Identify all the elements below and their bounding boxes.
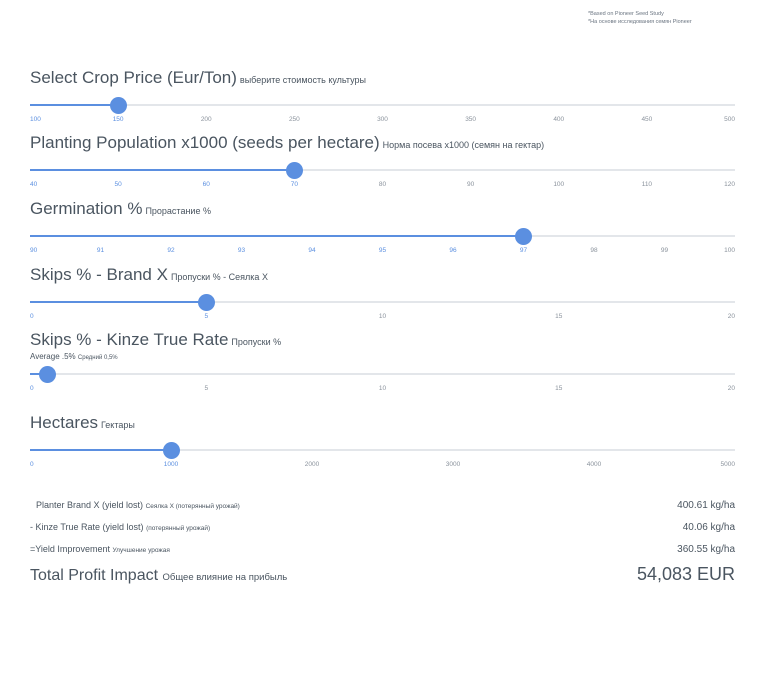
tick-label: 500 xyxy=(724,116,735,123)
tick-label: 300 xyxy=(377,116,388,123)
total-profit-row xyxy=(30,564,735,588)
tick-label: 94 xyxy=(308,247,316,254)
germination-title xyxy=(30,199,735,219)
tick-label: 15 xyxy=(555,385,563,392)
brand-x-label-ru: Сеялка X (потерянный урожай) xyxy=(145,503,240,510)
slider-thumb[interactable] xyxy=(40,367,55,382)
skips-kinze-section xyxy=(30,330,735,395)
brand-x-yield-lost-row xyxy=(30,500,735,514)
average-note-ru: Средний 0,5% xyxy=(77,355,118,361)
tick-label: 96 xyxy=(449,247,457,254)
skips-brand-x-slider[interactable] xyxy=(30,293,735,311)
tick-label: 0 xyxy=(30,461,34,468)
tick-label: 97 xyxy=(519,247,528,254)
tick-label: 20 xyxy=(727,385,735,392)
crop-price-ticks xyxy=(30,116,735,126)
tick-label: 5000 xyxy=(720,461,735,468)
slider-fill xyxy=(30,301,206,303)
tick-label: 90 xyxy=(30,247,38,254)
tick-label: 40 xyxy=(30,181,38,188)
hectares-slider[interactable] xyxy=(30,441,735,459)
planting-population-title xyxy=(30,133,735,153)
tick-label: 98 xyxy=(590,247,598,254)
crop-price-section xyxy=(30,68,735,126)
skips-brand-x-title xyxy=(30,265,735,285)
tick-label: 1000 xyxy=(163,461,179,468)
kinze-yield-lost-label xyxy=(30,522,210,532)
tick-label: 100 xyxy=(724,247,735,254)
yield-improvement-value: 360.55 kg/ha xyxy=(677,544,735,555)
skips-kinze-title xyxy=(30,330,735,350)
tick-label: 95 xyxy=(378,247,387,254)
germination-title-en: Germination % xyxy=(30,199,143,218)
tick-label: 10 xyxy=(378,385,387,392)
skips-brand-x-title-en: Skips % - Brand X xyxy=(30,265,168,284)
tick-label: 70 xyxy=(290,181,298,188)
kinze-label-ru: (потерянный урожай) xyxy=(146,525,211,532)
planting-population-title-ru: Норма посева x1000 (семян на гектар) xyxy=(382,140,545,150)
slider-thumb[interactable] xyxy=(111,98,126,113)
slider-track[interactable] xyxy=(30,104,735,106)
skips-kinze-ticks xyxy=(30,385,735,395)
total-label-en: Total Profit Impact xyxy=(30,567,159,584)
tick-label: 110 xyxy=(641,181,653,188)
source-note-ru: *На основе исследования семян Pioneer xyxy=(588,19,692,25)
planting-population-slider[interactable] xyxy=(30,161,735,179)
source-note-en: *Based on Pioneer Seed Study xyxy=(588,11,664,17)
tick-label: 0 xyxy=(30,385,34,392)
tick-label: 450 xyxy=(641,116,653,123)
germination-section xyxy=(30,199,735,257)
tick-label: 93 xyxy=(237,247,246,254)
tick-label: 150 xyxy=(112,116,124,123)
tick-label: 10 xyxy=(378,313,387,320)
tick-label: 5 xyxy=(204,385,209,392)
tick-label: 200 xyxy=(200,116,212,123)
tick-label: 250 xyxy=(288,116,300,123)
germination-ticks xyxy=(30,247,735,257)
tick-label: 100 xyxy=(553,181,565,188)
germination-slider[interactable] xyxy=(30,227,735,245)
crop-price-title-en: Select Crop Price (Eur/Ton) xyxy=(30,68,237,87)
hectares-section xyxy=(30,413,735,471)
tick-label: 0 xyxy=(30,313,34,320)
slider-thumb[interactable] xyxy=(287,163,302,178)
kinze-yield-lost-value: 40.06 kg/ha xyxy=(682,522,735,533)
slider-thumb[interactable] xyxy=(199,295,214,310)
hectares-title-en: Hectares xyxy=(30,413,99,432)
tick-label: 80 xyxy=(378,181,387,188)
source-note xyxy=(588,10,692,26)
tick-label: 5 xyxy=(204,313,209,320)
tick-label: 90 xyxy=(467,181,475,188)
planting-population-section xyxy=(30,133,735,191)
total-label-ru: Общее влияние на прибыль xyxy=(162,572,288,583)
tick-label: 50 xyxy=(114,181,122,188)
tick-label: 92 xyxy=(167,247,175,254)
slider-fill xyxy=(30,449,171,451)
hectares-ticks xyxy=(30,461,735,471)
hectares-title xyxy=(30,413,735,433)
skips-kinze-average-note xyxy=(30,352,735,361)
slider-thumb[interactable] xyxy=(164,443,179,458)
tick-label: 2000 xyxy=(304,461,320,468)
tick-label: 100 xyxy=(30,116,41,123)
tick-label: 3000 xyxy=(445,461,461,468)
tick-label: 120 xyxy=(724,181,735,188)
skips-kinze-title-ru: Пропуски % xyxy=(231,337,282,347)
kinze-label-en: - Kinze True Rate (yield lost) xyxy=(30,522,144,532)
tick-label: 15 xyxy=(555,313,563,320)
improvement-label-ru: Улучшение урожая xyxy=(112,547,170,554)
total-profit-value: 54,083 EUR xyxy=(636,564,735,584)
slider-fill xyxy=(30,104,118,106)
crop-price-title xyxy=(30,68,735,88)
tick-label: 60 xyxy=(202,181,210,188)
skips-kinze-title-en: Skips % - Kinze True Rate xyxy=(30,330,229,349)
skips-brand-x-title-ru: Пропуски % - Сеялка X xyxy=(170,272,268,282)
kinze-yield-lost-row xyxy=(30,522,735,536)
average-note-en: Average .5% xyxy=(30,352,76,361)
slider-fill xyxy=(30,169,294,171)
planting-population-title-en: Planting Population x1000 (seeds per hectare) xyxy=(30,133,380,152)
skips-kinze-slider[interactable] xyxy=(30,365,735,383)
tick-label: 99 xyxy=(660,247,669,254)
yield-improvement-row xyxy=(30,544,735,558)
tick-label: 4000 xyxy=(586,461,602,468)
slider-track[interactable] xyxy=(30,373,735,375)
skips-brand-x-section xyxy=(30,265,735,323)
improvement-label-en: =Yield Improvement xyxy=(30,544,110,554)
yield-improvement-label xyxy=(30,544,170,554)
total-profit-label xyxy=(30,567,287,585)
skips-brand-x-ticks xyxy=(30,313,735,323)
hectares-title-ru: Гектары xyxy=(101,420,135,430)
brand-x-yield-lost-value: 400.61 kg/ha xyxy=(677,500,735,511)
slider-fill xyxy=(30,235,524,237)
brand-x-yield-lost-label xyxy=(36,500,240,510)
tick-label: 91 xyxy=(96,247,105,254)
tick-label: 350 xyxy=(465,116,477,123)
germination-title-ru: Прорастание % xyxy=(145,206,211,216)
tick-label: 400 xyxy=(553,116,565,123)
slider-thumb[interactable] xyxy=(516,229,531,244)
tick-label: 20 xyxy=(727,313,735,320)
crop-price-slider[interactable] xyxy=(30,96,735,114)
planting-population-ticks xyxy=(30,181,735,191)
brand-x-label-en: Planter Brand X (yield lost) xyxy=(36,500,144,510)
crop-price-title-ru: выберите стоимость культуры xyxy=(239,75,367,85)
